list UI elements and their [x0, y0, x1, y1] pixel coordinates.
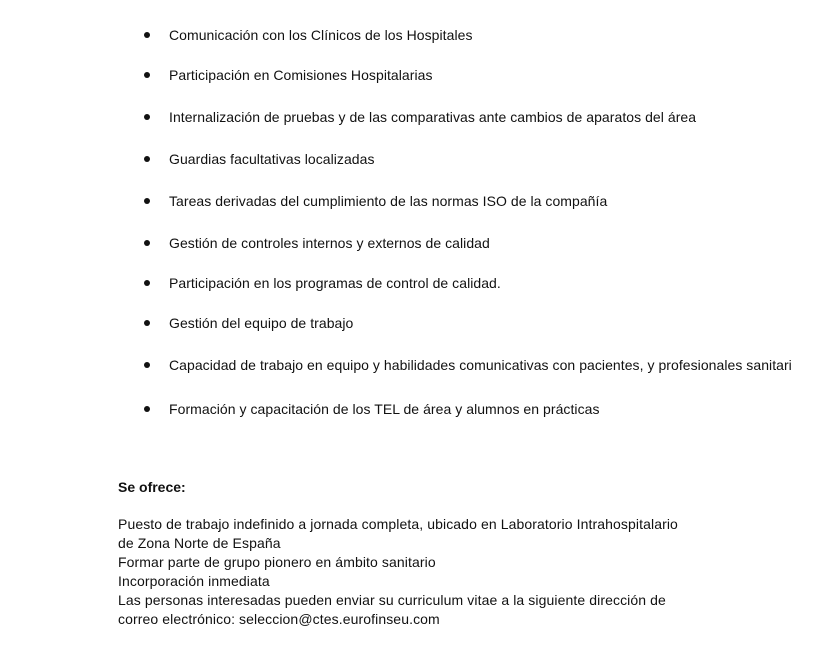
list-item-text: Participación en Comisiones Hospitalarias — [169, 67, 433, 83]
offer-line: Incorporación inmediata — [118, 573, 270, 589]
offer-line: de Zona Norte de España — [118, 535, 281, 551]
list-item-text: Tareas derivadas del cumplimiento de las normas ISO de la compañía — [169, 193, 608, 209]
list-item-text: Capacidad de trabajo en equipo y habilidades comunicativas con pacientes, y profesionales sanitari — [169, 357, 792, 373]
offer-line: Formar parte de grupo pionero en ámbito sanitario — [118, 554, 436, 570]
bullet-icon — [144, 114, 150, 120]
bullet-icon — [144, 240, 150, 246]
offer-line: correo electrónico: seleccion@ctes.eurofinseu.com — [118, 611, 440, 627]
list-item-text: Gestión del equipo de trabajo — [169, 315, 354, 331]
list-item-text: Comunicación con los Clínicos de los Hospitales — [169, 27, 473, 43]
list-item-text: Participación en los programas de control de calidad. — [169, 275, 501, 291]
list-item-text: Formación y capacitación de los TEL de área y alumnos en prácticas — [169, 401, 600, 417]
bullet-icon — [144, 198, 150, 204]
bullet-icon — [144, 406, 150, 412]
bullet-icon — [144, 362, 150, 368]
bullet-icon — [144, 72, 150, 78]
bullet-icon — [144, 156, 150, 162]
list-item-text: Internalización de pruebas y de las comparativas ante cambios de aparatos del área — [169, 109, 697, 125]
list-item-text: Guardias facultativas localizadas — [169, 151, 375, 167]
bullet-icon — [144, 280, 150, 286]
offer-details — [118, 515, 678, 629]
offer-line: Las personas interesadas pueden enviar su curriculum vitae a la siguiente dirección de — [118, 592, 666, 608]
bullet-icon — [144, 320, 150, 326]
offer-heading: Se ofrece: — [118, 479, 186, 495]
list-item-text: Gestión de controles internos y externos de calidad — [169, 235, 490, 251]
offer-line: Puesto de trabajo indefinido a jornada completa, ubicado en Laboratorio Intrahospitalario — [118, 516, 678, 532]
bullet-icon — [144, 32, 150, 38]
